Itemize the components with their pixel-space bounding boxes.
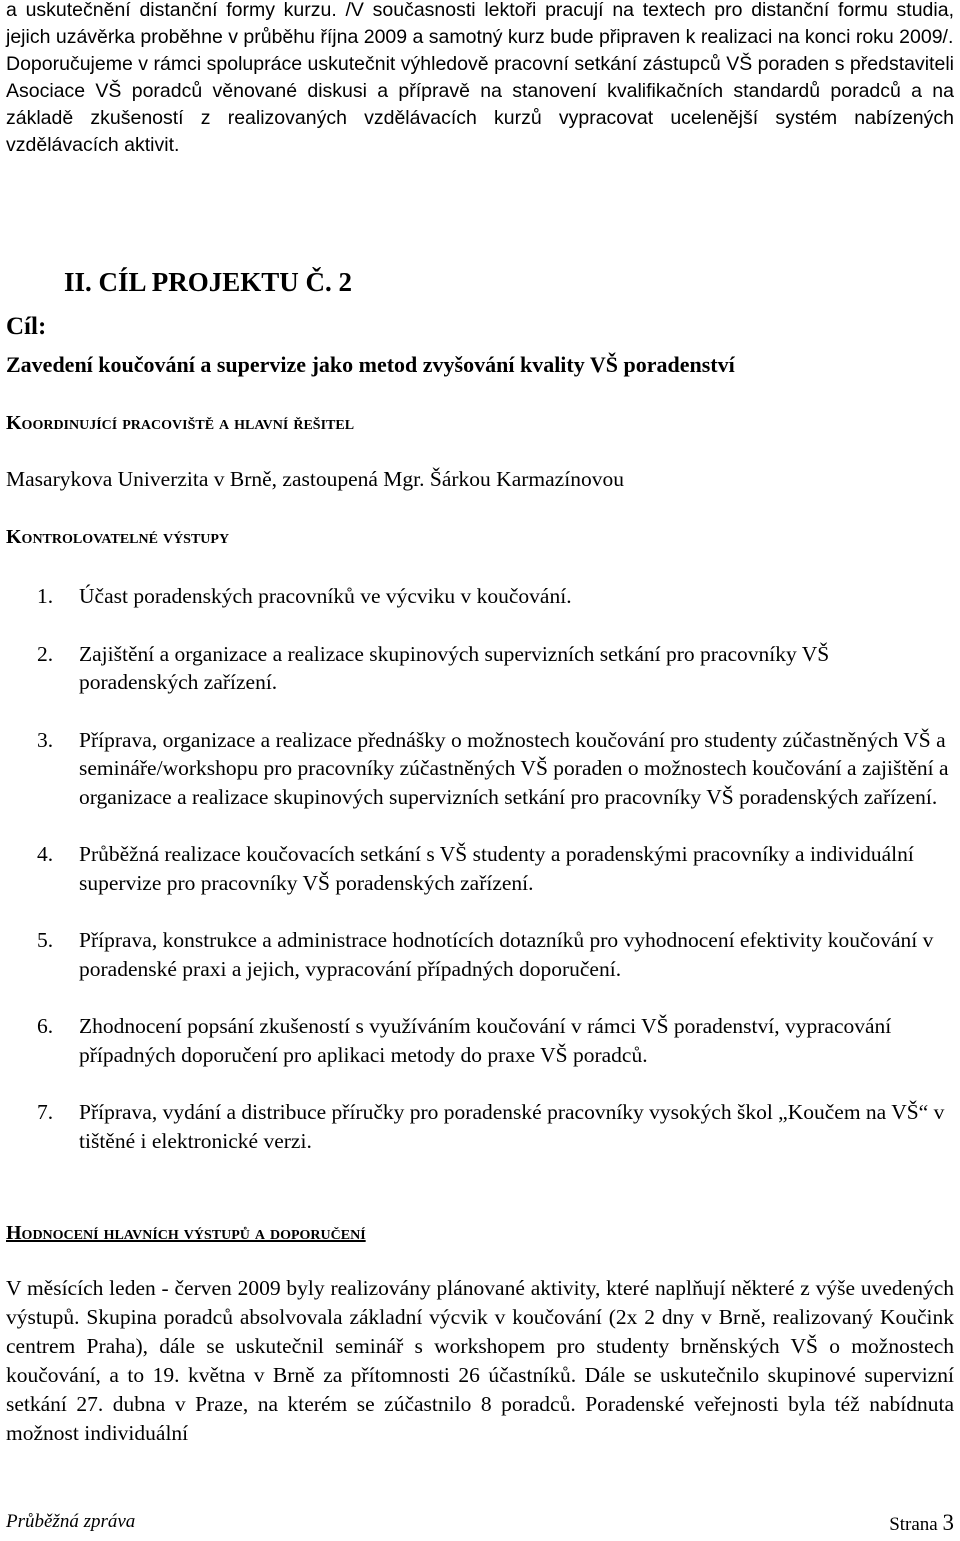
list-item-number: 7.: [37, 1100, 54, 1124]
intro-paragraph-part-1: a uskutečnění distanční formy kurzu. /V současnosti lektoři pracují na textech pro distanční formu studia, jejich uzávěrka proběhne v průběhu října 2009 a samotný kurz bude připraven k realizaci na konci roku 2009/.: [6, 0, 954, 48]
evaluation-heading: Hodnocení hlavních výstupů a doporučení: [6, 1222, 366, 1244]
list-item-number: 1.: [37, 584, 54, 608]
list-item: [6, 1012, 954, 1069]
list-item-text: Průběžná realizace koučovacích setkání s VŠ studenty a poradenskými pracovníky a individuální supervize pro pracovníky VŠ poradenských zařízení.: [79, 842, 914, 895]
page-footer: [6, 1511, 954, 1539]
list-item-number: 2.: [37, 641, 54, 666]
coordination-text: Masarykova Univerzita v Brně, zastoupená Mgr. Šárkou Karmazínovou: [6, 467, 624, 491]
goal-label: Cíl:: [6, 313, 47, 340]
intro-paragraph: [6, 0, 954, 159]
list-item: [6, 726, 954, 812]
list-item-text: Zhodnocení popsání zkušeností s využíváním koučování v rámci VŠ poradenství, vypracování případných doporučení pro aplikaci metody do praxe VŠ poradců.: [79, 1014, 892, 1067]
goal-text: Zavedení koučování a supervize jako metod zvyšování kvality VŠ poradenství: [6, 352, 735, 377]
list-item-number: 5.: [37, 928, 54, 952]
list-item-number: 3.: [37, 727, 54, 752]
list-item-text: Příprava, organizace a realizace přednášky o možnostech koučování pro studenty zúčastněných VŠ a semináře/workshopu pro pracovníky zúčastněných VŠ poraden o možnostech koučování a zajištění a organizace a realizace skupinových supervizních setkání pro pracovníky VŠ poradenských zařízení.: [79, 727, 949, 809]
outputs-list: [6, 582, 954, 1184]
evaluation-text: V měsících leden - červen 2009 byly realizovány plánované aktivity, které naplňují některé z výše uvedených výstupů. Skupina poradců absolvovala základní výcvik v koučování (2x 2 dny v Brně, realizovaný Koučink centrem Praha), dále se uskutečnil seminář s workshopem pro studenty brněnských VŠ o možnostech koučování, a to 19. května v Brně za přítomnosti 26 účastníků. Dále se uskutečnilo skupinové supervizní setkání 27. dubna v Praze, na kterém se zúčastnilo 8 poradců. Poradenské veřejnosti byla též nabídnuta možnost individuální: [6, 1276, 954, 1445]
coordination-heading: Koordinující pracoviště a hlavní řešitel: [6, 412, 355, 434]
list-item-number: 4.: [37, 842, 54, 866]
footer-report-name: Průběžná zpráva: [6, 1511, 136, 1532]
list-item-number: 6.: [37, 1014, 54, 1038]
list-item-text: Příprava, konstrukce a administrace hodnotících dotazníků pro vyhodnocení efektivity koučování v poradenské praxi a jejich, vypracování případných doporučení.: [79, 928, 934, 981]
list-item-text: Příprava, vydání a distribuce příručky pro poradenské pracovníky vysokých škol „Koučem na VŠ“ v tištěné i elektronické verzi.: [79, 1100, 945, 1153]
list-item-text: Účast poradenských pracovníků ve výcviku v koučování.: [79, 584, 572, 608]
section-heading: II. CÍL PROJEKTU Č. 2: [64, 267, 353, 297]
footer-page-label: Strana: [889, 1514, 938, 1535]
list-item-text: Zajištění a organizace a realizace skupinových supervizních setkání pro pracovníky VŠ poradenských zařízení.: [79, 641, 830, 694]
footer-page-indicator: [889, 1510, 954, 1536]
list-item: [6, 582, 954, 611]
list-item: [6, 840, 954, 897]
list-item: [6, 640, 954, 697]
list-item: [6, 1098, 954, 1155]
intro-paragraph-part-2: Doporučujeme v rámci spolupráce uskutečnit výhledově pracovní setkání zástupců VŠ poraden s představiteli Asociace VŠ poradců věnované diskusi a přípravě na stanovení kvalifikačních standardů poradců a na základě zkušeností z realizovaných vzdělávacích kurzů vypracovat ucelenější systém nabízených vzdělávacích aktivit.: [6, 53, 954, 156]
list-item: [6, 926, 954, 983]
outputs-heading: Kontrolovatelné výstupy: [6, 526, 230, 548]
footer-page-number: 3: [942, 1510, 954, 1535]
